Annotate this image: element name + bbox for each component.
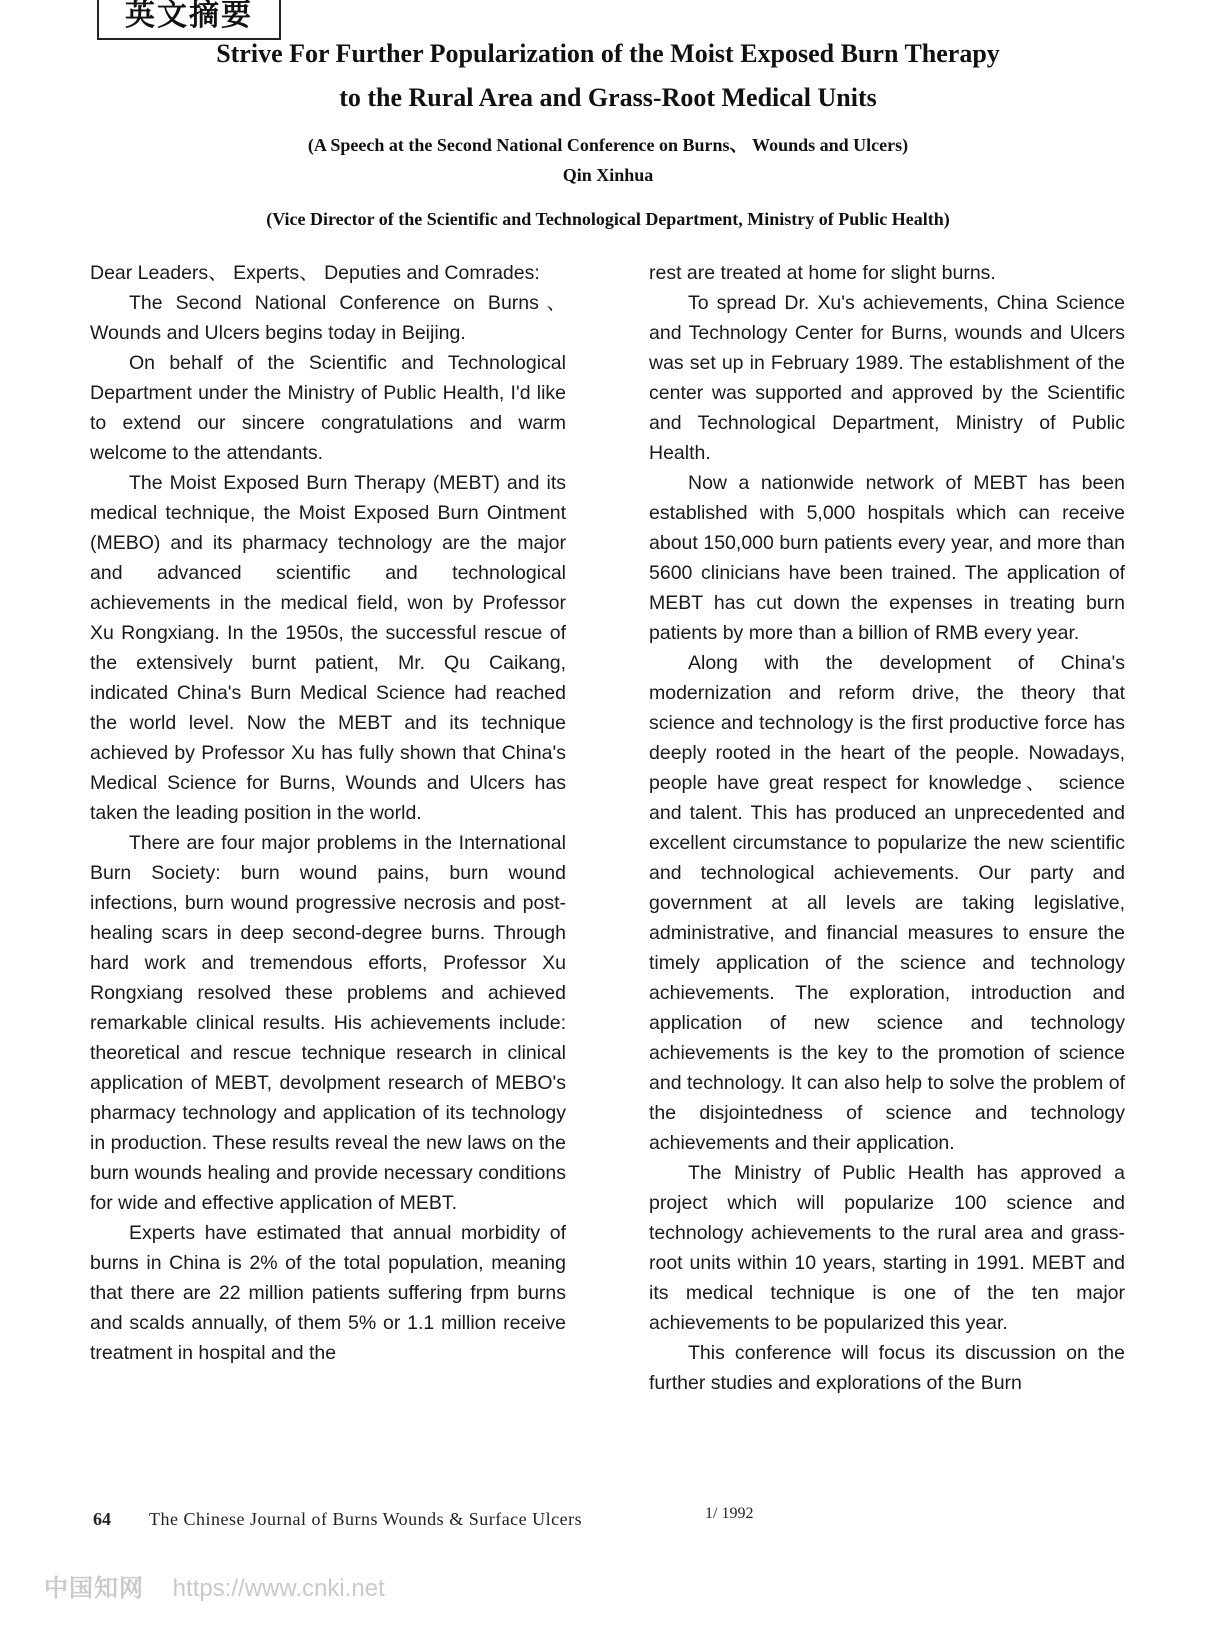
- paragraph: The Second National Conference on Burns、 Wounds and Ulcers begins today in Beijing.: [90, 292, 566, 344]
- section-tag-label: 英文摘要: [125, 0, 253, 33]
- author-name: Qin Xinhua: [562, 165, 654, 185]
- paragraph: On behalf of the Scientific and Technological Department under the Ministry of Public Health, I'd like to extend our sincere congratulations and warm welcome to the attendants.: [90, 352, 566, 464]
- paragraph: Along with the development of China's modernization and reform drive, the theory that science and technology is the first productive force has deeply rooted in the heart of the people. Nowadays, people have great respect for knowledge、 science and talent. This has produced an unprecedented and excellent circumstance to popularize the new scientific and technological achievements. Our party and government at all levels are taking legislative, administrative, and financial measures to ensure the timely application of the science and technology achievements. The exploration, introduction and application of new science and technology achievements is the key to the promotion of science and technology. It can also help to solve the problem of the disjointedness of science and technology achievements and their application.: [649, 652, 1125, 1154]
- right-column: [649, 258, 1125, 1398]
- title-line-1: Strive For Further Popularization of the Moist Exposed Burn Therapy: [216, 39, 1000, 68]
- paragraph: Dear Leaders、 Experts、 Deputies and Comrades:: [90, 262, 540, 284]
- paragraph: This conference will focus its discussion on the further studies and explorations of the Burn: [649, 1342, 1125, 1394]
- watermark-url: https://www.cnki.net: [172, 1575, 385, 1602]
- journal-name: The Chinese Journal of Burns Wounds & Surface Ulcers: [149, 1509, 583, 1529]
- left-column: [90, 258, 566, 1368]
- paragraph: There are four major problems in the International Burn Society: burn wound pains, burn wound infections, burn wound progressive necrosis and post-healing scars in deep second-degree burns. Through hard work and tremendous efforts, Professor Xu Rongxiang resolved these problems and achieved remarkable clinical results. His achievements include: theoretical and rescue technique research in clinical application of MEBT, devolpment research of MEBO's pharmacy technology and application of its technology in production. These results reveal the new laws on the burn wounds healing and provide necessary conditions for wide and effective application of MEBT.: [90, 832, 566, 1214]
- watermark-site-name: 中国知网: [44, 1575, 144, 1602]
- author-affiliation: (Vice Director of the Scientific and Technological Department, Ministry of Public Health): [266, 209, 950, 229]
- paragraph: To spread Dr. Xu's achievements, China Science and Technology Center for Burns, wounds and Ulcers was set up in February 1989. The establishment of the center was supported and approved by the Scientific and Technological Department, Ministry of Public Health.: [649, 292, 1125, 464]
- page-number: 64: [93, 1509, 111, 1529]
- subtitle: (A Speech at the Second National Conference on Burns、 Wounds and Ulcers): [307, 135, 909, 155]
- issue-number: 1/ 1992: [705, 1505, 754, 1522]
- article-header: [0, 32, 1216, 234]
- title-line-2: to the Rural Area and Grass-Root Medical Units: [339, 83, 877, 112]
- paragraph: Experts have estimated that annual morbidity of burns in China is 2% of the total population, meaning that there are 22 million patients suffering frpm burns and scalds annually, of them 5% or 1.1 million receive treatment in hospital and the: [90, 1222, 566, 1364]
- cnki-watermark: [44, 1568, 385, 1603]
- paragraph: Now a nationwide network of MEBT has been established with 5,000 hospitals which can receive about 150,000 burn patients every year, and more than 5600 clinicians have been trained. The application of MEBT has cut down the expenses in treating burn patients by more than a billion of RMB every year.: [649, 472, 1125, 644]
- paragraph: The Ministry of Public Health has approved a project which will popularize 100 science and technology achievements to the rural area and grass-root units within 10 years, starting in 1991. MEBT and its medical technique is one of the ten major achievements to be popularized this year.: [649, 1162, 1125, 1334]
- paragraph: rest are treated at home for slight burns.: [649, 262, 996, 284]
- paragraph: The Moist Exposed Burn Therapy (MEBT) and its medical technique, the Moist Exposed Burn Ointment (MEBO) and its pharmacy technology are the major and advanced scientific and technological achievements in the medical field, won by Professor Xu Rongxiang. In the 1950s, the successful rescue of the extensively burnt patient, Mr. Qu Caikang, indicated China's Burn Medical Science had reached the world level. Now the MEBT and its technique achieved by Professor Xu has fully shown that China's Medical Science for Burns, Wounds and Ulcers has taken the leading position in the world.: [90, 472, 566, 824]
